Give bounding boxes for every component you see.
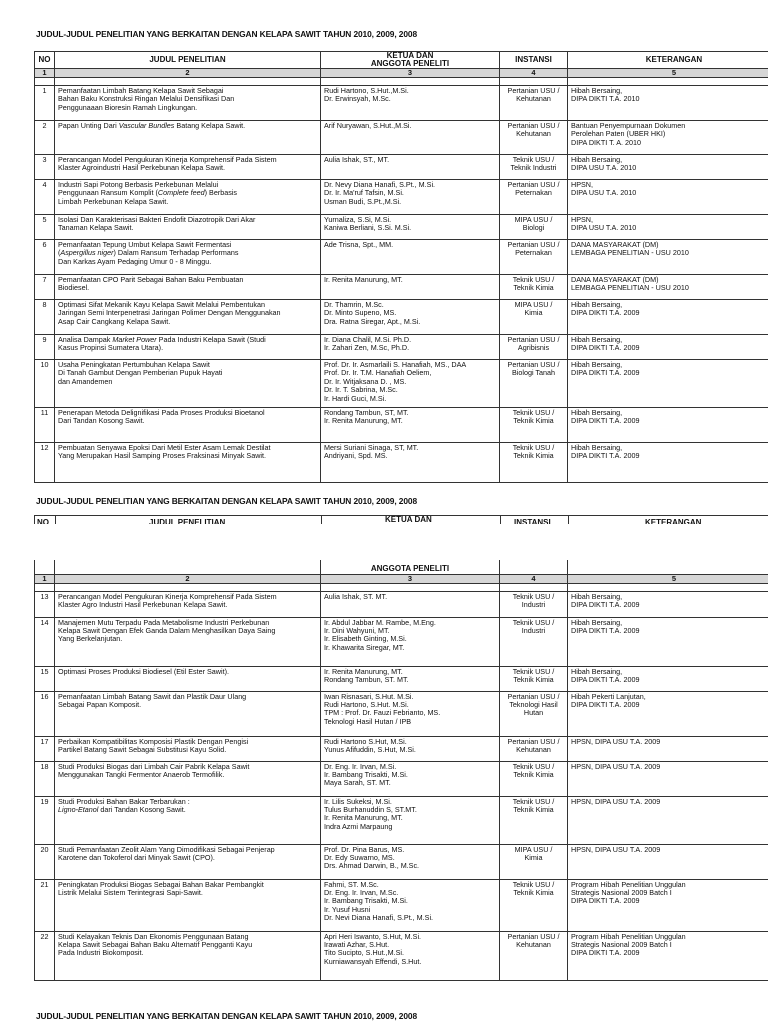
table-row	[35, 931, 768, 980]
research-title: Industri Sapi Potong Berbasis Perkebunan Melalui Penggunaan Ransum Komplit (Complete feed) Berbasis Limbah Perkebunan Kelapa Sawit.	[55, 180, 321, 215]
researchers: Apri Heri Iswanto, S.Hut, M.Si. Irawati Azhar, S.Hut. Tito Sucipto, S.Hut.,M.Si. Kurniawansyah Effendi, S.Hut.	[321, 931, 500, 980]
document-title: JUDUL-JUDUL PENELITIAN YANG BERKAITAN DENGAN KELAPA SAWIT TAHUN 2010, 2009, 2008	[36, 1011, 418, 1021]
researchers: Dr. Nevy Diana Hanafi, S.Pt., M.Si. Dr. Ir. Ma'ruf Tafsin, M.Si. Usman Budi, S.Pt.,M.Si.	[321, 180, 500, 215]
header-instansi: INSTANSI	[514, 518, 551, 524]
col-number: 2	[55, 69, 321, 78]
researchers: Prof. Dr. Pina Barus, MS. Dr. Edy Suwarno, MS. Drs. Ahmad Darwin, B., M.Sc.	[321, 844, 500, 879]
table-row	[35, 617, 768, 666]
research-title: Perancangan Model Pengukuran Kinerja Komprehensif Pada Sistem Klaster Agroindustri Hasil Perkebunan Kelapa Sawit.	[55, 155, 321, 180]
remarks: HPSN, DIPA USU T.A. 2009	[568, 736, 768, 761]
table-row	[35, 155, 768, 180]
research-title: Optimasi Sifat Mekanik Kayu Kelapa Sawit Melalui Pembentukan Jaringan Semi Interpenetrasi Jaringan Polimer Dengan Menggunakan Asap Cair Cangkang Kelapa Sawit.	[55, 300, 321, 335]
institution: Pertanian USU / Peternakan	[500, 180, 568, 215]
institution: Pertanian USU / Kehutanan	[500, 931, 568, 980]
table-row	[35, 335, 768, 360]
researchers: Ir. Diana Chalil, M.Si. Ph.D. Ir. Zahari Zen, M.Sc, Ph.D.	[321, 335, 500, 360]
row-number: 17	[35, 736, 55, 761]
research-title: Perancangan Model Pengukuran Kinerja Komprehensif Pada Sistem Klaster Agro Industri Hasil Perkebunan Kelapa Sawit.	[55, 591, 321, 617]
table-row	[35, 300, 768, 335]
remarks: Hibah Bersaing, DIPA DIKTI T.A. 2009	[568, 360, 768, 408]
remarks: Hibah Bersaing, DIPA DIKTI T.A. 2010	[568, 86, 768, 121]
institution: Pertanian USU / Agribisnis	[500, 335, 568, 360]
table-row	[35, 215, 768, 240]
header-no: NO	[37, 518, 49, 524]
remarks: DANA MASYARAKAT (DM) LEMBAGA PENELITIAN - USU 2010	[568, 240, 768, 275]
remarks: HPSN, DIPA USU T.A. 2009	[568, 844, 768, 879]
row-number: 22	[35, 931, 55, 980]
row-number: 6	[35, 240, 55, 275]
researchers: Prof. Dr. Ir. Asmarlaili S. Hanafiah, MS., DAA Prof. Dr. Ir. T.M. Hanafiah Oeliem, Dr. Ir. Witjaksana D. , MS. Dr. Ir. T. Sabrina, M.Sc. Ir. Hardi Guci, M.Si.	[321, 360, 500, 408]
row-number: 3	[35, 155, 55, 180]
header-keterangan: KETERANGAN	[568, 52, 768, 69]
table-row	[35, 275, 768, 300]
researchers: Ir. Lilis Sukeksi, M.Si. Tulus Burhanuddin S, ST.MT. Ir. Renita Manurung, MT. Indra Azmi Marpaung	[321, 796, 500, 844]
table-row	[35, 240, 768, 275]
research-title: Pembuatan Senyawa Epoksi Dari Metil Ester Asam Lemak Destilat Yang Merupakan Hasil Samping Proses Fraksinasi Minyak Sawit.	[55, 443, 321, 483]
table-row	[35, 666, 768, 691]
researchers: Ir. Renita Manurung, MT. Rondang Tambun, ST. MT.	[321, 666, 500, 691]
column-number-row	[35, 69, 768, 78]
remarks: Program Hibah Penelitian Unggulan Strategis Nasional 2009 Batch I DIPA DIKTI T.A. 2009	[568, 879, 768, 931]
researchers: Arif Nuryawan, S.Hut.,M.Si.	[321, 121, 500, 155]
header-ketua: KETUA DAN ANGGOTA PENELITI	[321, 52, 500, 69]
table-row	[35, 879, 768, 931]
institution: Pertanian USU / Kehutanan	[500, 736, 568, 761]
table-row	[35, 443, 768, 483]
header-no: NO	[35, 52, 55, 69]
header-judul: JUDUL PENELITIAN	[149, 518, 226, 524]
remarks: Hibah Bersaing, DIPA DIKTI T.A. 2009	[568, 300, 768, 335]
remarks: Bantuan Penyempurnaan Dokumen Perolehan Paten (UBER HKI) DIPA DIKTI T. A. 2010	[568, 121, 768, 155]
table-row	[35, 408, 768, 443]
research-table-page-1	[34, 51, 768, 483]
research-title: Pemanfaatan Limbah Batang Sawit dan Plastik Daur Ulang Sebagai Papan Komposit.	[55, 691, 321, 736]
row-number: 20	[35, 844, 55, 879]
col-number: 4	[500, 69, 568, 78]
researchers: Ir. Renita Manurung, MT.	[321, 275, 500, 300]
col-number: 4	[500, 574, 568, 583]
table-row	[35, 180, 768, 215]
institution: Teknik USU / Industri	[500, 617, 568, 666]
research-title: Studi Produksi Biogas dari Limbah Cair Pabrik Kelapa Sawit Menggunakan Tangki Fermentor Anaerob Termofilik.	[55, 761, 321, 796]
header-judul: JUDUL PENELITIAN	[55, 52, 321, 69]
research-title: Manajemen Mutu Terpadu Pada Metabolisme Industri Perkebunan Kelapa Sawit Dengan Efek Ganda Dalam Menghasilkan Daya Saing Yang Berkelanjutan.	[55, 617, 321, 666]
institution: MIPA USU / Biologi	[500, 215, 568, 240]
col-number: 5	[568, 69, 768, 78]
researchers: Dr. Eng. Ir. Irvan, M.Si. Ir. Bambang Trisakti, M.Si. Maya Sarah, ST. MT.	[321, 761, 500, 796]
institution: Pertanian USU / Biologi Tanah	[500, 360, 568, 408]
remarks: Hibah Pekerti Lanjutan, DIPA DIKTI T.A. 2009	[568, 691, 768, 736]
research-table-page-2	[34, 560, 768, 981]
research-title: Studi Produksi Bahan Bakar Terbarukan : Ligno-Etanol dari Tandan Kosong Sawit.	[55, 796, 321, 844]
row-number: 18	[35, 761, 55, 796]
institution: Pertanian USU / Teknologi Hasil Hutan	[500, 691, 568, 736]
researchers: Rudi Hartono, S.Hut.,M.Si. Dr. Erwinsyah, M.Sc.	[321, 86, 500, 121]
institution: Teknik USU / Teknik Kimia	[500, 796, 568, 844]
institution: Teknik USU / Teknik Kimia	[500, 275, 568, 300]
document-title: JUDUL-JUDUL PENELITIAN YANG BERKAITAN DENGAN KELAPA SAWIT TAHUN 2010, 2009, 2008	[36, 29, 418, 39]
row-number: 19	[35, 796, 55, 844]
remarks: HPSN, DIPA USU T.A. 2009	[568, 761, 768, 796]
row-number: 11	[35, 408, 55, 443]
row-number: 4	[35, 180, 55, 215]
header-instansi: INSTANSI	[500, 52, 568, 69]
col-number: 1	[35, 69, 55, 78]
researchers: Rudi Hartono S.Hut, M.Si. Yunus Afifuddin, S.Hut, M.Si.	[321, 736, 500, 761]
research-title: Pemanfaatan CPO Parit Sebagai Bahan Baku Pembuatan Biodiesel.	[55, 275, 321, 300]
researchers: Fahmi, ST. M.Sc. Dr. Eng. Ir. Irvan, M.Sc. Ir. Bambang Trisakti, M.Si. Ir. Yusuf Husni Dr. Nevi Diana Hanafi, S.Pt., M.Si.	[321, 879, 500, 931]
research-title: Pemanfaatan Tepung Umbut Kelapa Sawit Fermentasi (Aspergillus niger) Dalam Ransum Terhadap Performans Dan Karkas Ayam Pedaging Umur 0 - 8 Minggu.	[55, 240, 321, 275]
row-number: 16	[35, 691, 55, 736]
row-number: 10	[35, 360, 55, 408]
table-row	[35, 761, 768, 796]
col-number: 5	[568, 574, 768, 583]
institution: Teknik USU / Teknik Industri	[500, 155, 568, 180]
row-number: 12	[35, 443, 55, 483]
table-row	[35, 591, 768, 617]
research-title: Papan Unting Dari Vascular Bundles Batang Kelapa Sawit.	[55, 121, 321, 155]
remarks: HPSN, DIPA USU T.A. 2010	[568, 180, 768, 215]
remarks: DANA MASYARAKAT (DM) LEMBAGA PENELITIAN - USU 2010	[568, 275, 768, 300]
remarks: Hibah Bersaing, DIPA DIKTI T.A. 2009	[568, 408, 768, 443]
row-number: 7	[35, 275, 55, 300]
row-number: 13	[35, 591, 55, 617]
row-number: 21	[35, 879, 55, 931]
remarks: HPSN, DIPA USU T.A. 2009	[568, 796, 768, 844]
researchers: Ade Trisna, Spt., MM.	[321, 240, 500, 275]
institution: Teknik USU / Teknik Kimia	[500, 761, 568, 796]
institution: MIPA USU / Kimia	[500, 844, 568, 879]
research-title: Pemanfaatan Limbah Batang Kelapa Sawit Sebagai Bahan Baku Konstruksi Ringan Melalui Densifikasi Dan Penggunaaan Bioresin Ramah Lingkungan.	[55, 86, 321, 121]
remarks: Hibah Bersaing, DIPA DIKTI T.A. 2009	[568, 666, 768, 691]
researchers: Ir. Abdul Jabbar M. Rambe, M.Eng. Ir. Dini Wahyuni, MT. Ir. Elisabeth Ginting, M.Si. Ir. Khawarita Siregar, MT.	[321, 617, 500, 666]
col-number: 2	[55, 574, 321, 583]
remarks: Hibah Bersaing, DIPA DIKTI T.A. 2009	[568, 617, 768, 666]
remarks: Hibah Bersaing, DIPA USU T.A. 2010	[568, 155, 768, 180]
remarks: Hibah Bersaing, DIPA DIKTI T.A. 2009	[568, 443, 768, 483]
header-ketua: KETUA DAN	[385, 515, 432, 524]
remarks: Hibah Bersaing, DIPA DIKTI T.A. 2009	[568, 335, 768, 360]
research-title: Optimasi Proses Produksi Biodiesel (Etil Ester Sawit).	[55, 666, 321, 691]
institution: MIPA USU / Kimia	[500, 300, 568, 335]
table-row	[35, 844, 768, 879]
research-title: Isolasi Dan Karakterisasi Bakteri Endofit Diazotropik Dari Akar Tanaman Kelapa Sawit.	[55, 215, 321, 240]
researchers: Aulia Ishak, ST. MT.	[321, 591, 500, 617]
research-title: Studi Pemanfaatan Zeolit Alam Yang Dimodifikasi Sebagai Penjerap Karotene dan Tokoferol dari Minyak Sawit (CPO).	[55, 844, 321, 879]
researchers: Mersi Suriani Sinaga, ST, MT. Andriyani, Spd. MS.	[321, 443, 500, 483]
researchers: Iwan Risnasari, S.Hut. M.Si. Rudi Hartono, S.Hut. M.Si. TPM : Prof. Dr. Fauzi Febrianto, MS. Teknologi Hasil Hutan / IPB	[321, 691, 500, 736]
table-row	[35, 796, 768, 844]
header-keterangan: KETERANGAN	[645, 518, 702, 524]
row-number: 8	[35, 300, 55, 335]
institution: Teknik USU / Industri	[500, 591, 568, 617]
institution: Pertanian USU / Kehutanan	[500, 86, 568, 121]
column-number-row	[35, 574, 768, 583]
research-title: Studi Kelayakan Teknis Dan Ekonomis Penggunaan Batang Kelapa Sawit Sebagai Bahan Baku Alternatif Pengganti Kayu Pada Industri Biokomposit.	[55, 931, 321, 980]
table-row	[35, 691, 768, 736]
remarks: Hibah Bersaing, DIPA DIKTI T.A. 2009	[568, 591, 768, 617]
col-number: 3	[321, 69, 500, 78]
institution: Teknik USU / Teknik Kimia	[500, 443, 568, 483]
row-number: 14	[35, 617, 55, 666]
table-row	[35, 360, 768, 408]
institution: Pertanian USU / Kehutanan	[500, 121, 568, 155]
remarks: Program Hibah Penelitian Unggulan Strategis Nasional 2009 Batch I DIPA DIKTI T.A. 2009	[568, 931, 768, 980]
researchers: Rondang Tambun, ST, MT. Ir. Renita Manurung, MT.	[321, 408, 500, 443]
researchers: Dr. Thamrin, M.Sc. Dr. Minto Supeno, MS. Dra. Ratna Siregar, Apt., M.Si.	[321, 300, 500, 335]
researchers: Aulia Ishak, ST., MT.	[321, 155, 500, 180]
research-title: Analisa Dampak Market Power Pada Industri Kelapa Sawit (Studi Kasus Propinsi Sumatera Utara).	[55, 335, 321, 360]
row-number: 1	[35, 86, 55, 121]
row-number: 9	[35, 335, 55, 360]
row-number: 2	[35, 121, 55, 155]
table-row	[35, 121, 768, 155]
research-title: Perbaikan Kompatibilitas Komposisi Plastik Dengan Pengisi Partikel Batang Sawit Sebagai Substitusi Kayu Solid.	[55, 736, 321, 761]
research-title: Peningkatan Produksi Biogas Sebagai Bahan Bakar Pembangkit Listrik Melalui Sistem Terintegrasi Sapi-Sawit.	[55, 879, 321, 931]
row-number: 5	[35, 215, 55, 240]
header-ketua-cont: ANGGOTA PENELITI	[321, 560, 500, 574]
remarks: HPSN, DIPA USU T.A. 2010	[568, 215, 768, 240]
col-number: 3	[321, 574, 500, 583]
research-title: Usaha Peningkatan Pertumbuhan Kelapa Sawit Di Tanah Gambut Dengan Pemberian Pupuk Hayati dan Amandemen	[55, 360, 321, 408]
col-number: 1	[35, 574, 55, 583]
row-number: 15	[35, 666, 55, 691]
table-row	[35, 736, 768, 761]
institution: Pertanian USU / Peternakan	[500, 240, 568, 275]
institution: Teknik USU / Teknik Kimia	[500, 666, 568, 691]
document-title: JUDUL-JUDUL PENELITIAN YANG BERKAITAN DENGAN KELAPA SAWIT TAHUN 2010, 2009, 2008	[36, 496, 418, 506]
table-row	[35, 86, 768, 121]
institution: Teknik USU / Teknik Kimia	[500, 879, 568, 931]
researchers: Yurnaliza, S.Si, M.Si. Kaniwa Berliani, S.Si. M.Si.	[321, 215, 500, 240]
institution: Teknik USU / Teknik Kimia	[500, 408, 568, 443]
research-title: Penerapan Metoda Delignifikasi Pada Proses Produksi Bioetanol Dari Tandan Kosong Sawit.	[55, 408, 321, 443]
truncated-table-header	[34, 515, 768, 524]
